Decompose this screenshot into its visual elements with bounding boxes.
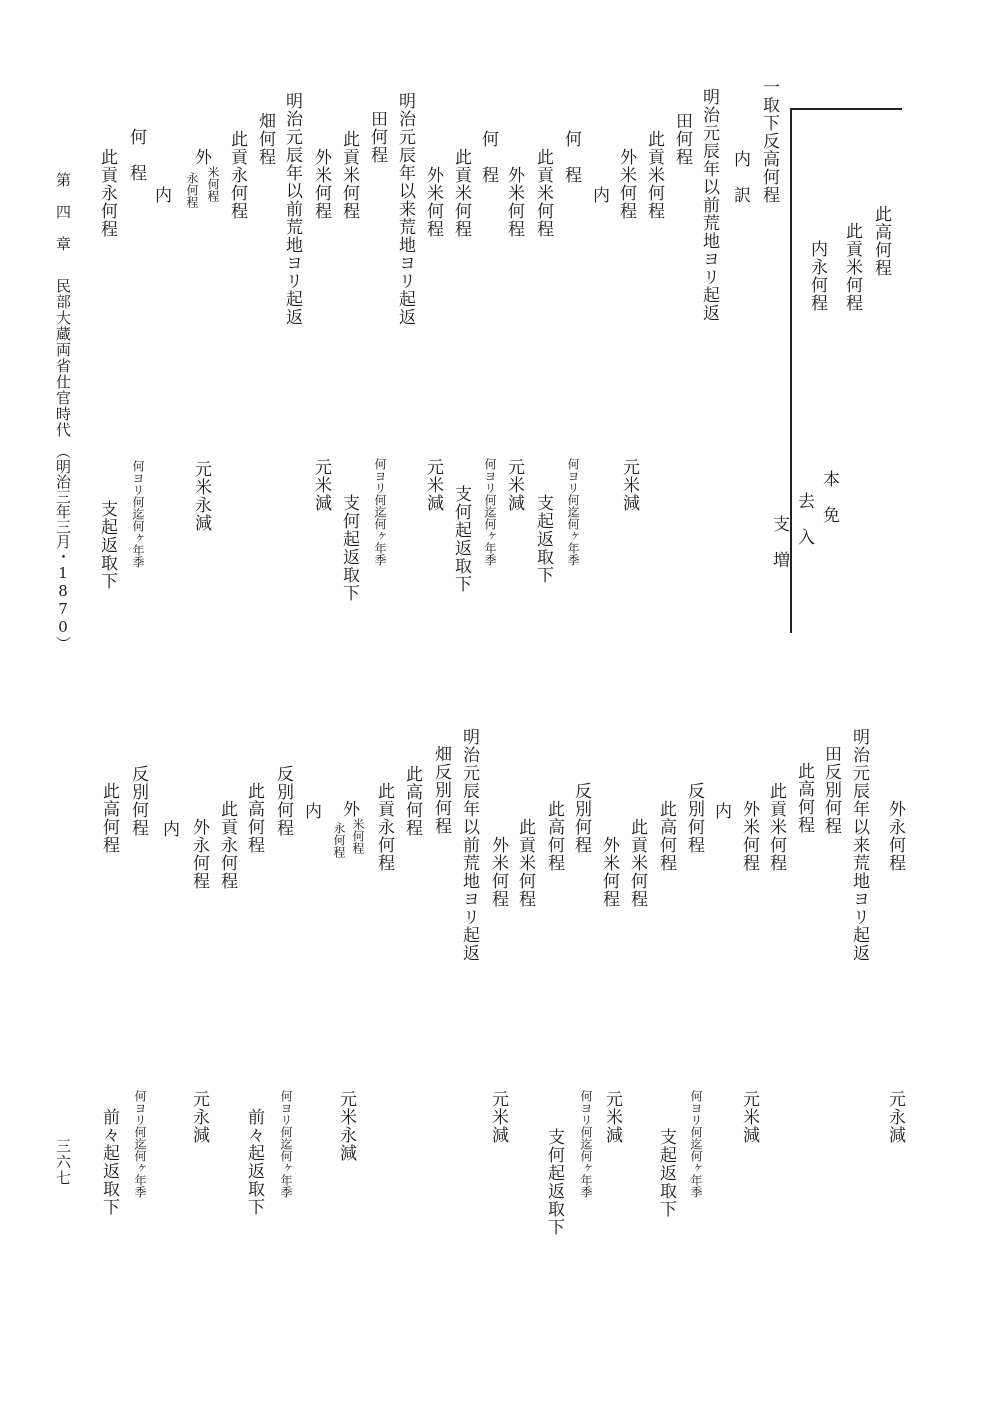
- top-note-09: 支何起返取下: [339, 494, 359, 602]
- top-col-15: 此貢米何程: [339, 130, 359, 220]
- bot-col-04: 此高何程: [794, 762, 814, 834]
- top-note-11: 元米永減: [191, 460, 211, 532]
- bot-col-10: 此貢米何程: [627, 818, 647, 908]
- top-col-10: 何 程: [561, 130, 581, 184]
- bot-note-06: 何ヨリ何迄何ヶ年季: [579, 1090, 593, 1198]
- top-note-05: 何ヨリ何迄何ヶ年季: [483, 458, 497, 566]
- bot-col-01: 外永何程: [885, 800, 905, 872]
- bot-col-25: 此高何程: [244, 782, 264, 854]
- top-col-10b: 何 程: [478, 130, 498, 184]
- box-col-1: 此高何程: [871, 205, 891, 277]
- top-col-24: 何 程: [126, 128, 146, 182]
- top-note-01: 元米減: [619, 458, 639, 512]
- box-col-5: 去 入: [794, 492, 814, 546]
- top-col-11: 此貢米何程: [451, 148, 471, 238]
- page-number: 三六七: [54, 1138, 72, 1186]
- box-col-4: 本 免: [819, 470, 839, 524]
- top-note-08: 何ヨリ何迄何ヶ年季: [373, 458, 387, 566]
- box-top-rule: [790, 108, 902, 110]
- top-note-12: 何ヨリ何迄何ヶ年季: [131, 460, 145, 568]
- bot-note-03: 何ヨリ何迄何ヶ年季: [689, 1090, 703, 1198]
- top-col-25: 此貢永何程: [97, 148, 117, 238]
- top-col-12: 外米何程: [423, 166, 443, 238]
- bot-note-12: 元永減: [189, 1090, 209, 1144]
- bot-note-08: 元米減: [488, 1090, 508, 1144]
- top-note-06: 支何起返取下: [451, 485, 471, 593]
- box-col-3: 内永何程: [807, 240, 827, 312]
- bot-col-17: 畑反別何程: [431, 745, 451, 835]
- top-col-05: 此貢米何程: [644, 130, 664, 220]
- top-col-07: 内: [589, 186, 609, 204]
- bot-note-01: 元永減: [885, 1090, 905, 1144]
- top-note-03: 支起返取下: [533, 494, 553, 584]
- bot-note-09: 元米永減: [336, 1090, 356, 1162]
- top-col-19: 此貢永何程: [227, 130, 247, 220]
- top-col-02: 内 訳: [730, 150, 750, 204]
- bot-col-11: 外米何程: [599, 836, 619, 908]
- bot-col-30: 此高何程: [99, 782, 119, 854]
- bot-note-11: 前々起返取下: [244, 1108, 264, 1216]
- bot-col-09: 此高何程: [656, 800, 676, 872]
- bot-col-23: 内: [301, 802, 321, 820]
- top-col-03: 明治元辰年以前荒地ヨリ起返: [699, 88, 719, 322]
- bot-note-13: 何ヨリ何迄何ヶ年季: [133, 1090, 147, 1198]
- bot-col-02: 明治元辰年以来荒地ヨリ起返: [849, 728, 869, 962]
- bot-col-18: 此高何程: [402, 765, 422, 837]
- bot-col-14: 此貢米何程: [515, 818, 535, 908]
- top-col-16: 外米何程: [311, 148, 331, 220]
- top-col-20: 米何程: [206, 166, 220, 202]
- box-col-6b: 支 増: [769, 515, 789, 569]
- bot-col-28: 内: [159, 820, 179, 838]
- bot-note-10: 何ヨリ何迄何ヶ年季: [279, 1090, 293, 1198]
- top-col-09: 外米何程: [504, 166, 524, 238]
- top-col-17: 明治元辰年以前荒地ヨリ起返: [282, 92, 302, 326]
- box-left-rule: [790, 108, 792, 633]
- bot-note-07: 支何起返取下: [544, 1128, 564, 1236]
- top-col-23: 内: [151, 186, 171, 204]
- top-note-10: 元米減: [311, 458, 331, 512]
- bot-note-04: 支起返取下: [656, 1128, 676, 1218]
- top-note-07: 元米減: [423, 458, 443, 512]
- bot-col-06: 外米何程: [739, 800, 759, 872]
- top-col-22: 外: [191, 148, 211, 166]
- top-col-21: 永何程: [185, 172, 199, 208]
- top-col-13: 明治元辰年以来荒地ヨリ起返: [395, 92, 415, 326]
- top-col-08: 此貢米何程: [533, 148, 553, 238]
- top-note-04: 元米減: [504, 458, 524, 512]
- bot-note-02: 元米減: [739, 1090, 759, 1144]
- top-col-18: 畑何程: [255, 112, 275, 166]
- top-note-02: 何ヨリ何迄何ヶ年季: [566, 458, 580, 566]
- running-header-period: （明治三年三月・1870）: [54, 444, 72, 651]
- top-col-06: 外米何程: [616, 148, 636, 220]
- bot-col-24: 反別何程: [273, 765, 293, 837]
- top-col-01: 一取下反高何程: [759, 78, 779, 204]
- bot-col-16: 明治元辰年以前荒地ヨリ起返: [459, 728, 479, 962]
- bot-col-26: 此貢永何程: [217, 800, 237, 890]
- bot-col-19: 此貢永何程: [374, 782, 394, 872]
- bot-col-07: 内: [711, 802, 731, 820]
- bot-col-21: 永何程: [332, 822, 346, 858]
- bot-col-27: 外永何程: [189, 818, 209, 890]
- box-col-2: 此貢米何程: [842, 222, 862, 312]
- bot-col-20: 米何程: [351, 818, 365, 854]
- bot-col-29: 反別何程: [128, 765, 148, 837]
- bot-col-03: 田反別何程: [821, 745, 841, 835]
- running-header-chapter: 第 四 章: [54, 172, 72, 252]
- bot-col-12: 反別何程: [571, 782, 591, 854]
- bot-col-15: 外米何程: [488, 836, 508, 908]
- bot-note-05: 元米減: [602, 1090, 622, 1144]
- bot-col-22: 外: [339, 800, 359, 818]
- top-col-04: 田何程: [672, 112, 692, 166]
- bot-col-13: 此高何程: [544, 800, 564, 872]
- running-header-title: 民部大蔵両省仕官時代: [54, 278, 72, 438]
- top-note-13: 支起返取下: [97, 500, 117, 590]
- bot-note-14: 前々起返取下: [99, 1108, 119, 1216]
- top-col-14: 田何程: [367, 110, 387, 164]
- bot-col-05: 此貢米何程: [766, 782, 786, 872]
- bot-col-08: 反別何程: [684, 782, 704, 854]
